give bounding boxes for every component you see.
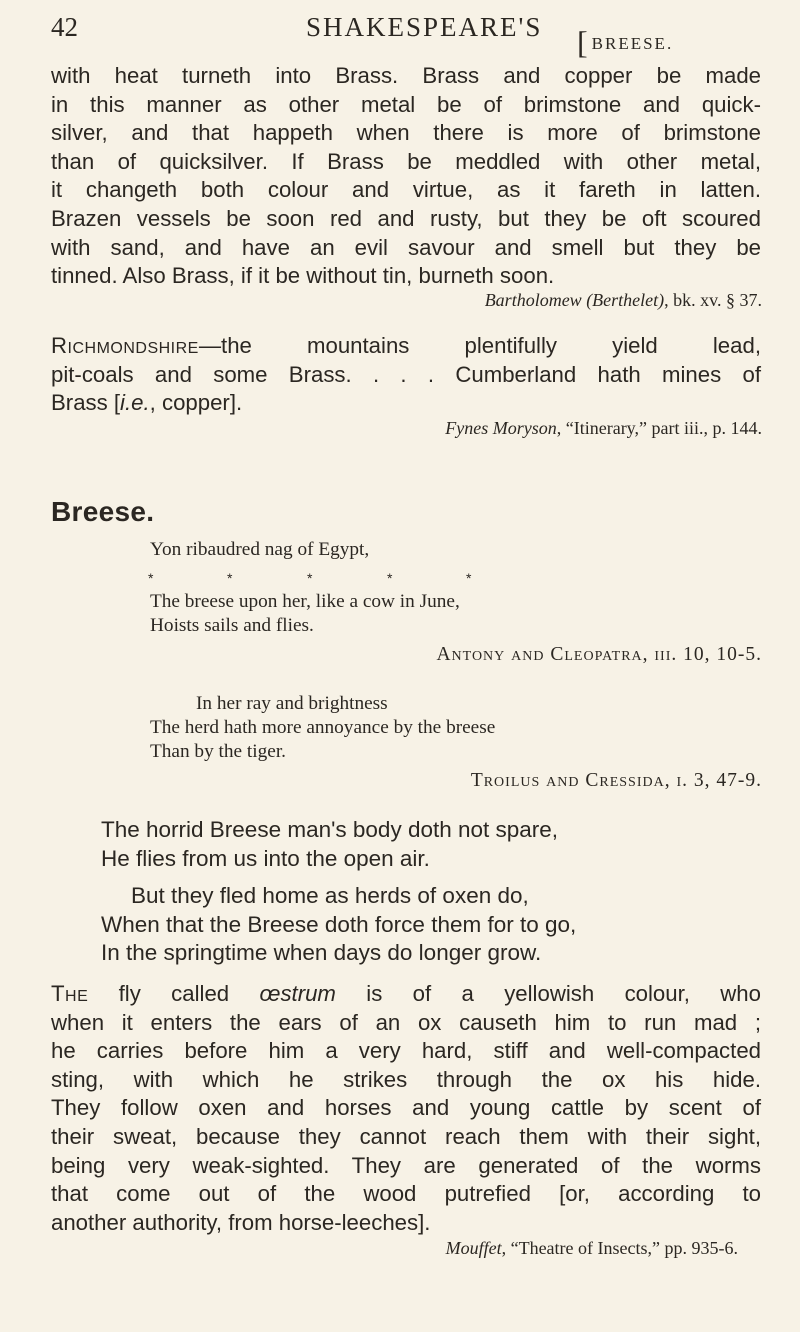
- citation-author: Mouffet: [445, 1238, 502, 1258]
- bracket-glyph: [: [577, 24, 590, 60]
- page-number: 42: [51, 12, 78, 42]
- text-line: [51, 332, 761, 361]
- lead-word: The: [51, 981, 89, 1006]
- text-line: Brazen vessels be soon red and rusty, but they be oft scoured: [51, 205, 761, 231]
- citation-text: , “Theatre of Insects,” pp. 935-6.: [501, 1238, 738, 1258]
- text-line: being very weak-sighted. They are generated of the worms: [51, 1152, 761, 1178]
- running-header: [51, 10, 788, 60]
- star-glyph: *: [148, 570, 154, 586]
- abbrev-ie: i.e.: [120, 390, 150, 416]
- text-line: [51, 389, 761, 418]
- term-oestrum: œstrum: [259, 981, 336, 1006]
- text-line: in this manner as other metal be of brimstone and quick-: [51, 91, 761, 117]
- poem-stanza-1: [101, 816, 558, 873]
- citation-paren: (Berthelet): [586, 290, 665, 310]
- citation-author: Bartholomew: [484, 290, 582, 310]
- star-glyph: *: [387, 570, 393, 586]
- line-text: fly called: [88, 981, 260, 1006]
- citation-text: , bk. xv. § 37.: [664, 290, 762, 310]
- poem-line: In the springtime when days do longer grow.: [101, 940, 542, 966]
- ellipsis-stars: [148, 570, 472, 590]
- poem-line: The horrid Breese man's body doth not spare,: [101, 817, 559, 842]
- citation-author: Fynes Moryson: [445, 418, 557, 438]
- running-title: SHAKESPEARE'S: [306, 12, 543, 42]
- brass-passage: [51, 62, 761, 291]
- text-line: when it enters the ears of an ox causeth him to run mad ;: [51, 1009, 761, 1035]
- text-line: it changeth both colour and virtue, as it fareth in latten.: [51, 177, 761, 203]
- verse-line: Than by the tiger.: [150, 741, 287, 762]
- text-line: pit-coals and some Brass. . . . Cumberland hath mines of: [51, 361, 761, 387]
- richmond-passage: [51, 332, 761, 418]
- text-line: another authority, from horse-leeches].: [51, 1209, 431, 1235]
- poem-line: He flies from us into the open air.: [101, 845, 430, 871]
- oestrum-passage: [51, 980, 761, 1237]
- quote-troilus-cont: [150, 716, 495, 764]
- text-line: he carries before him a very hard, stiff and well-compacted: [51, 1038, 761, 1064]
- poem-stanza-2: [101, 882, 576, 968]
- verse-line: Yon ribaudred nag of Egypt,: [150, 539, 370, 560]
- source-troilus: Troilus and Cressida, i. 3, 47-9.: [470, 770, 762, 791]
- section-heading: Breese.: [51, 496, 155, 527]
- citation-bartholomew: [485, 290, 762, 311]
- line-text: —the mountains plentifully yield lead,: [198, 333, 761, 358]
- text-line: silver, and that happeth when there is more of brimstone: [51, 120, 761, 146]
- star-glyph: *: [466, 570, 472, 586]
- line-text: Brass [: [51, 390, 121, 416]
- line-text: is of a yellowish colour, who: [335, 981, 761, 1006]
- running-section: [577, 20, 674, 60]
- text-line: with heat turneth into Brass. Brass and copper be made: [51, 63, 761, 88]
- text-line: than of quicksilver. If Brass be meddled with other metal,: [51, 148, 761, 174]
- text-line: sting, with which he strikes through the ox his hide.: [51, 1066, 761, 1092]
- citation-moryson: [445, 418, 762, 439]
- verse-line: Hoists sails and flies.: [150, 615, 314, 636]
- lead-word: Richmondshire: [51, 333, 199, 358]
- quote-antony: [150, 538, 369, 562]
- star-glyph: *: [227, 570, 233, 586]
- quote-antony-cont: [150, 590, 460, 638]
- text-line: that come out of the wood putrefied [or, according to: [51, 1181, 761, 1207]
- text-line: [51, 980, 761, 1009]
- citation-mouffet: [446, 1238, 738, 1259]
- verse-line: The breese upon her, like a cow in June,: [150, 591, 460, 612]
- source-antony: Antony and Cleopatra, iii. 10, 10-5.: [436, 644, 762, 665]
- running-section-label: BREESE.: [591, 34, 674, 53]
- poem-line: But they fled home as herds of oxen do,: [131, 883, 529, 908]
- verse-line: The herd hath more annoyance by the breese: [150, 717, 496, 738]
- verse-line: In her ray and brightness: [196, 693, 388, 714]
- text-line: They follow oxen and horses and young cattle by scent of: [51, 1095, 761, 1121]
- text-line: tinned. Also Brass, if it be without tin, burneth soon.: [51, 263, 555, 289]
- line-text: , copper].: [149, 390, 243, 416]
- poem-line: When that the Breese doth force them for to go,: [101, 911, 577, 937]
- citation-text: , “Itinerary,” part iii., p. 144.: [556, 418, 762, 438]
- quote-troilus: [196, 692, 388, 716]
- text-line: their sweat, because they cannot reach them with their sight,: [51, 1123, 761, 1149]
- text-line: with sand, and have an evil savour and smell but they be: [51, 234, 761, 260]
- star-glyph: *: [307, 570, 313, 586]
